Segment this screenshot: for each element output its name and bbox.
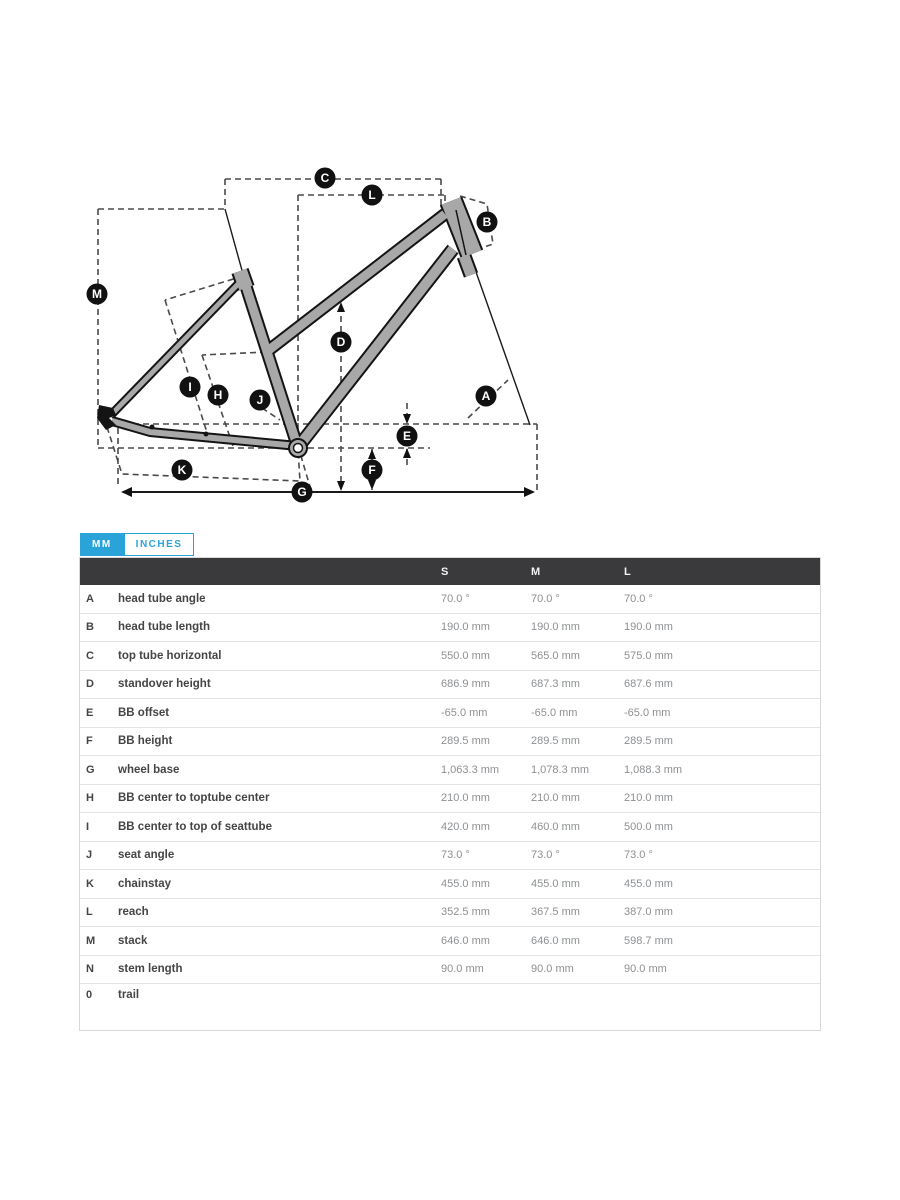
table-row xyxy=(80,671,820,700)
row-value-s: 289.5 mm xyxy=(441,735,490,748)
diagram-label-text: E xyxy=(402,429,412,444)
row-value-s: 646.0 mm xyxy=(441,934,490,947)
row-value-m: 460.0 mm xyxy=(531,820,580,833)
row-value-s: 190.0 mm xyxy=(441,621,490,634)
row-value-l: 500.0 mm xyxy=(624,820,673,833)
row-name: BB center to top of seattube xyxy=(118,820,272,833)
table-row xyxy=(80,813,820,842)
row-letter: F xyxy=(86,735,93,748)
diagram-label-text: I xyxy=(188,380,192,395)
tab-mm[interactable]: MM xyxy=(80,533,124,556)
diagram-label-text: M xyxy=(92,287,102,302)
row-letter: D xyxy=(86,678,94,691)
tab-inches[interactable]: INCHES xyxy=(124,533,195,556)
geometry-table-body xyxy=(80,585,820,1030)
row-value-m: 687.3 mm xyxy=(531,678,580,691)
row-value-m: 289.5 mm xyxy=(531,735,580,748)
row-name: trail xyxy=(118,989,140,1001)
row-name: BB center to toptube center xyxy=(118,792,270,805)
table-row xyxy=(80,870,820,899)
row-name: head tube angle xyxy=(118,592,206,605)
row-value-l: 90.0 mm xyxy=(624,963,667,976)
row-letter: N xyxy=(86,963,94,976)
row-value-m: 455.0 mm xyxy=(531,877,580,890)
unit-tabs xyxy=(80,533,194,556)
row-value-s: 210.0 mm xyxy=(441,792,490,805)
row-letter: H xyxy=(86,792,94,805)
row-value-s: 1,063.3 mm xyxy=(441,763,500,776)
row-value-m: 646.0 mm xyxy=(531,934,580,947)
row-value-l: 598.7 mm xyxy=(624,934,673,947)
diagram-label-text: H xyxy=(213,388,223,403)
row-name: stack xyxy=(118,934,148,947)
row-value-l: 73.0 ° xyxy=(624,849,653,862)
row-name: wheel base xyxy=(118,763,180,776)
row-value-s: 455.0 mm xyxy=(441,877,490,890)
diagram-label-text: J xyxy=(256,393,264,408)
row-value-s: -65.0 mm xyxy=(441,706,488,719)
row-value-l: 210.0 mm xyxy=(624,792,673,805)
row-letter: B xyxy=(86,621,94,634)
row-value-m: 210.0 mm xyxy=(531,792,580,805)
row-value-s: 352.5 mm xyxy=(441,906,490,919)
row-value-l: 387.0 mm xyxy=(624,906,673,919)
row-value-s: 73.0 ° xyxy=(441,849,470,862)
bike-geometry-diagram xyxy=(0,0,900,530)
row-letter: 0 xyxy=(86,989,93,1001)
row-value-m: 73.0 ° xyxy=(531,849,560,862)
table-header-row xyxy=(80,558,820,585)
table-row xyxy=(80,728,820,757)
table-row xyxy=(80,785,820,814)
row-value-s: 90.0 mm xyxy=(441,963,484,976)
row-name: standover height xyxy=(118,678,211,691)
table-row xyxy=(80,699,820,728)
diagram-label-text: D xyxy=(336,335,346,350)
row-name: chainstay xyxy=(118,877,172,890)
row-value-m: 190.0 mm xyxy=(531,621,580,634)
row-name: reach xyxy=(118,906,149,919)
diagram-label-text: F xyxy=(368,463,376,478)
row-letter: K xyxy=(86,877,94,890)
table-row xyxy=(80,956,820,985)
row-name: stem length xyxy=(118,963,183,976)
row-value-m: 367.5 mm xyxy=(531,906,580,919)
row-letter: G xyxy=(86,763,95,776)
diagram-label-text: L xyxy=(368,188,376,203)
table-row xyxy=(80,756,820,785)
row-value-l: 1,088.3 mm xyxy=(624,763,683,776)
row-letter: I xyxy=(86,820,90,833)
diagram-label-text: B xyxy=(482,215,492,230)
row-name: BB offset xyxy=(118,706,170,719)
row-value-m: 1,078.3 mm xyxy=(531,763,590,776)
row-letter: M xyxy=(86,934,96,947)
row-value-l: 687.6 mm xyxy=(624,678,673,691)
row-letter: E xyxy=(86,706,94,719)
row-value-m: 90.0 mm xyxy=(531,963,574,976)
table-row xyxy=(80,984,820,1030)
column-header-s: S xyxy=(441,565,449,578)
row-value-m: 565.0 mm xyxy=(531,649,580,662)
bottom-bracket-center xyxy=(294,444,303,453)
row-name: BB height xyxy=(118,735,173,748)
table-row xyxy=(80,642,820,671)
table-row xyxy=(80,842,820,871)
row-value-m: -65.0 mm xyxy=(531,706,578,719)
table-row xyxy=(80,585,820,614)
row-letter: L xyxy=(86,906,93,919)
row-value-l: -65.0 mm xyxy=(624,706,671,719)
bike-frame xyxy=(97,201,472,457)
row-value-s: 70.0 ° xyxy=(441,592,470,605)
row-value-s: 420.0 mm xyxy=(441,820,490,833)
row-letter: J xyxy=(86,849,93,862)
table-row xyxy=(80,927,820,956)
row-letter: A xyxy=(86,592,94,605)
table-row xyxy=(80,899,820,928)
row-name: head tube length xyxy=(118,621,210,634)
row-value-s: 550.0 mm xyxy=(441,649,490,662)
geometry-table xyxy=(79,557,821,1031)
row-name: top tube horizontal xyxy=(118,649,222,662)
diagram-label-text: A xyxy=(481,389,491,404)
column-header-l: L xyxy=(624,565,631,578)
diagram-label-text: G xyxy=(297,485,307,500)
row-name: seat angle xyxy=(118,849,175,862)
column-header-m: M xyxy=(531,565,541,578)
diagram-label-text: K xyxy=(177,463,187,478)
row-value-l: 575.0 mm xyxy=(624,649,673,662)
row-value-l: 190.0 mm xyxy=(624,621,673,634)
row-value-s: 686.9 mm xyxy=(441,678,490,691)
row-value-l: 289.5 mm xyxy=(624,735,673,748)
table-row xyxy=(80,614,820,643)
row-value-l: 455.0 mm xyxy=(624,877,673,890)
diagram-label-text: C xyxy=(320,171,330,186)
cable-guide xyxy=(150,425,155,430)
row-letter: C xyxy=(86,649,94,662)
row-value-m: 70.0 ° xyxy=(531,592,560,605)
cable-guide xyxy=(204,432,209,437)
row-value-l: 70.0 ° xyxy=(624,592,653,605)
